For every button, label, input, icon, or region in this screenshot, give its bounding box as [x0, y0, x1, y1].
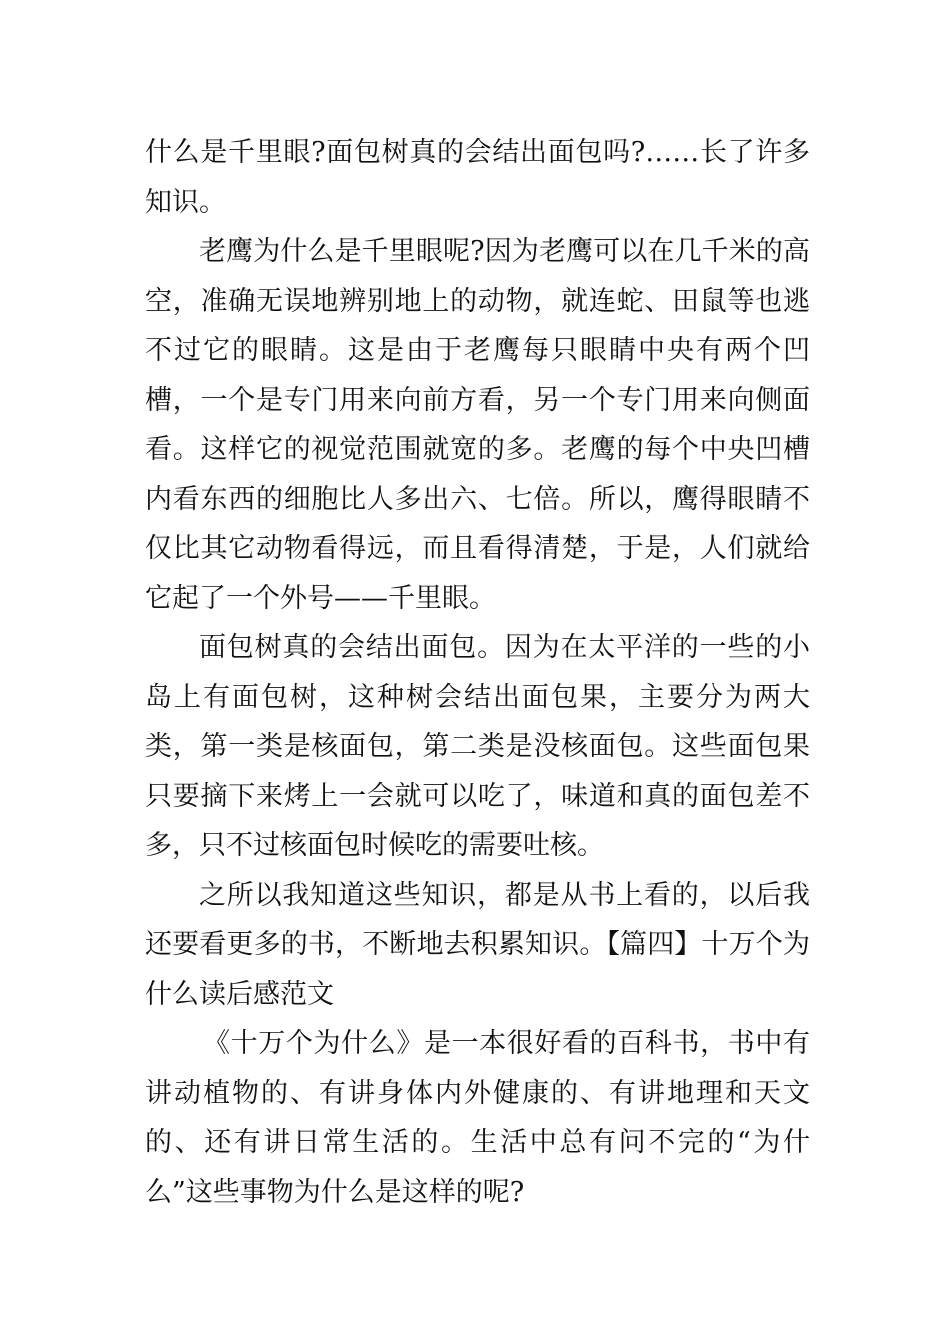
paragraph-conclusion: 之所以我知道这些知识，都是从书上看的，以后我还要看更多的书，不断地去积累知识。【篇四】十万个为什么读后感范文: [145, 879, 810, 1010]
paragraph-intro-continuation: 什么是千里眼?面包树真的会结出面包吗?……长了许多知识。: [145, 137, 810, 218]
paragraph-breadfruit: 面包树真的会结出面包。因为在太平洋的一些的小岛上有面包树，这种树会结出面包果，主要分为两大类，第一类是核面包，第二类是没核面包。这些面包果只要摘下来烤上一会就可以吃了，味道和真的面包差不多，只不过核面包时候吃的需要吐核。: [145, 632, 810, 861]
paragraph-eagle: 老鹰为什么是千里眼呢?因为老鹰可以在几千米的高空，准确无误地辨别地上的动物，就连蛇、田鼠等也逃不过它的眼睛。这是由于老鹰每只眼睛中央有两个凹槽，一个是专门用来向前方看，另一个专门用来向侧面看。这样它的视觉范围就宽的多。老鹰的每个中央凹槽内看东西的细胞比人多出六、七倍。所以，鹰得眼睛不仅比其它动物看得远，而且看得清楚，于是，人们就给它起了一个外号——千里眼。: [145, 236, 810, 614]
document-body: [145, 128, 810, 1217]
paragraph-book-intro: 《十万个为什么》是一本很好看的百科书，书中有讲动植物的、有讲身体内外健康的、有讲地理和天文的、还有讲日常生活的。生活中总有问不完的“为什么”这些事物为什么是这样的呢?: [145, 1028, 810, 1208]
